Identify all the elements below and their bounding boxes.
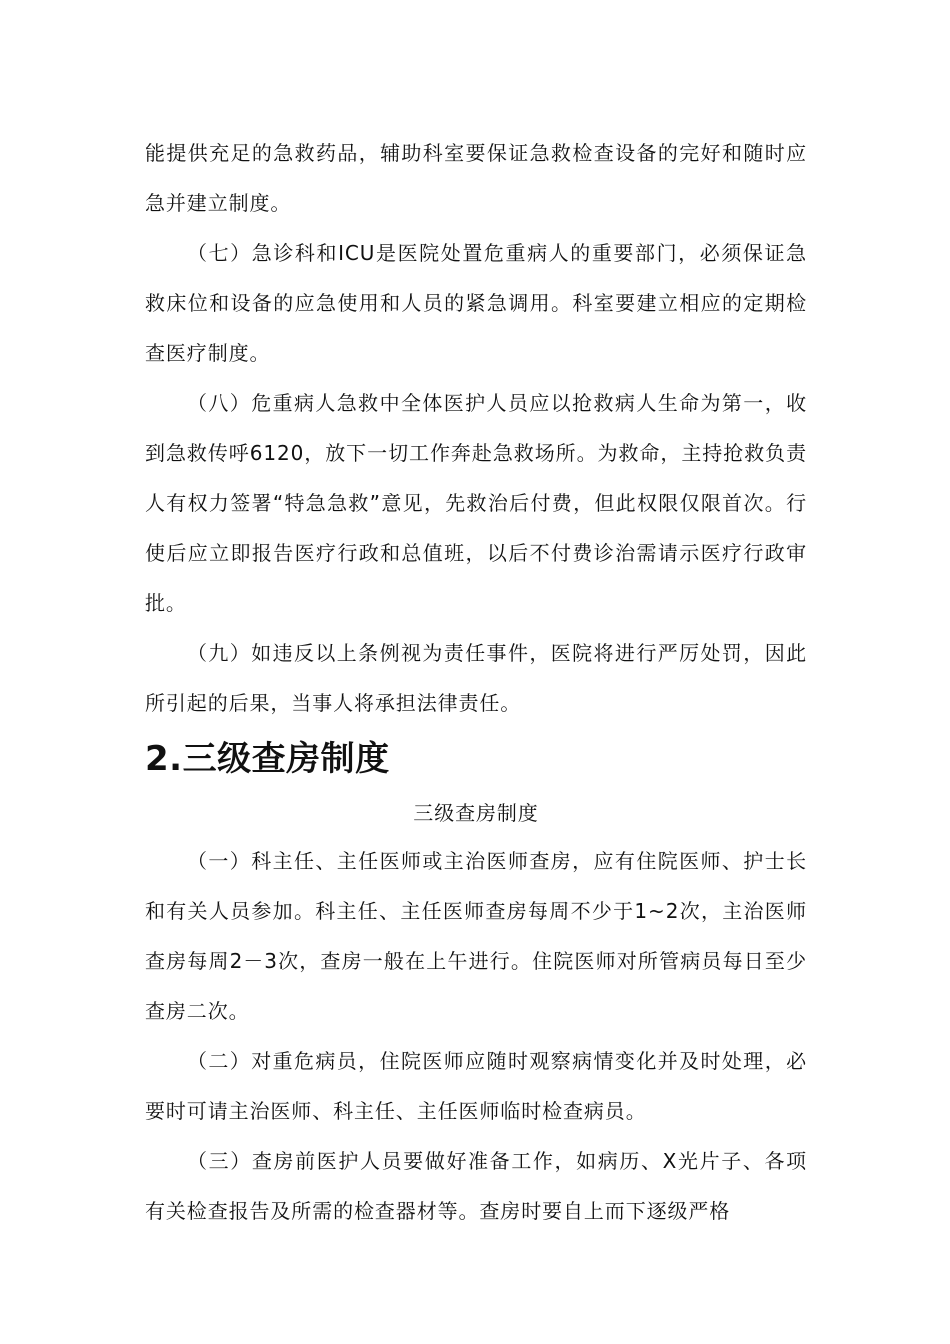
- paragraph-item-9: （九）如违反以上条例视为责任事件，医院将进行严厉处罚，因此所引起的后果，当事人将承担法律责任。: [145, 641, 807, 715]
- paragraph-item-1: （一）科主任、主任医师或主治医师查房，应有住院医师、护士长和有关人员参加。科主任、主任医师查房每周不少于1~2次，主治医师查房每周2－3次，查房一般在上午进行。住院医师对所管病员每日至少查房二次。: [145, 849, 807, 1023]
- paragraph-continuation: 能提供充足的急救药品，辅助科室要保证急救检查设备的完好和随时应急并建立制度。: [145, 141, 807, 215]
- document-body: [145, 128, 807, 1236]
- paragraph-item-7: （七）急诊科和ICU是医院处置危重病人的重要部门，必须保证急救床位和设备的应急使用和人员的紧急调用。科室要建立相应的定期检查医疗制度。: [145, 241, 807, 365]
- paragraph-item-8: （八）危重病人急救中全体医护人员应以抢救病人生命为第一，收到急救传呼6120，放下一切工作奔赴急救场所。为救命，主持抢救负责人有权力签署“特急急救”意见，先救治后付费，但此权限仅限首次。行使后应立即报告医疗行政和总值班，以后不付费诊治需请示医疗行政审批。: [145, 391, 807, 615]
- paragraph-item-2: （二）对重危病员，住院医师应随时观察病情变化并及时处理，必要时可请主治医师、科主任、主任医师临时检查病员。: [145, 1049, 807, 1123]
- section-subtitle: 三级查房制度: [413, 801, 539, 825]
- paragraph-item-3: （三）查房前医护人员要做好准备工作，如病历、X光片子、各项有关检查报告及所需的检查器材等。查房时要自上而下逐级严格: [145, 1149, 807, 1223]
- section-heading: 2.三级查房制度: [145, 739, 390, 779]
